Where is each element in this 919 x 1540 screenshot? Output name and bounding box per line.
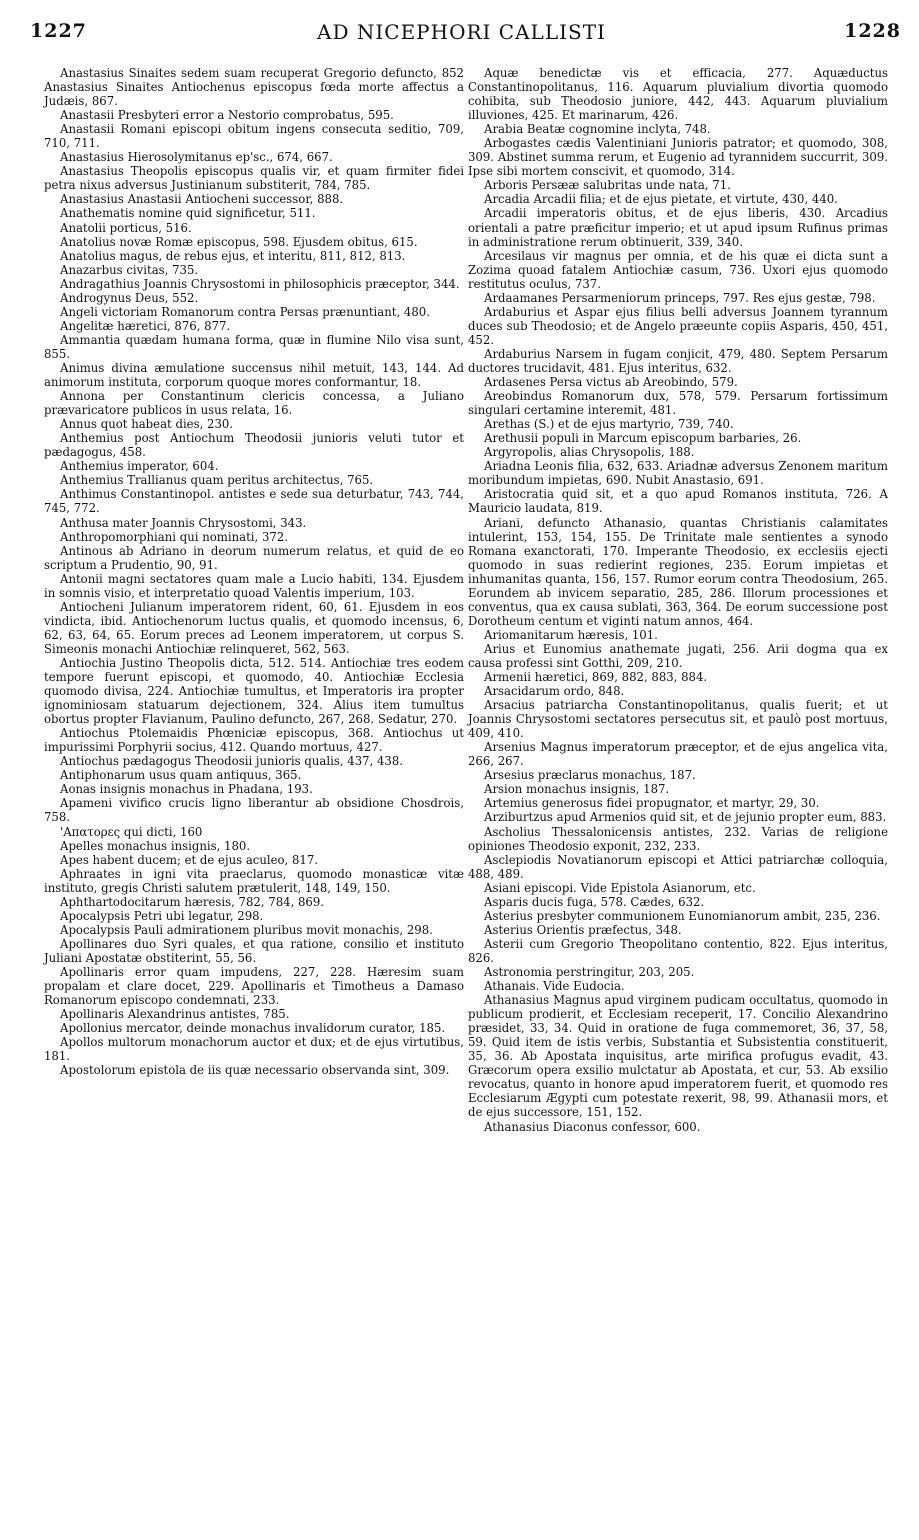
index-entry: Anatolii porticus, 516. [60,220,192,235]
index-entry: Asiani episcopi. Vide Epistola Asianorum, etc. [484,880,756,895]
index-entry: Asterius presbyter communionem Eunomianorum ambit, 235, 236. [484,908,881,923]
index-entry: Antinous ab Adriano in deorum numerum relatus, et quid de eo scriptum a Prudentio, 90, 91. [44,543,464,572]
index-entry: Asterii cum Gregorio Theopolitano contentio, 822. Ejus interitus, 826. [468,936,888,965]
index-entry: Angeli victoriam Romanorum contra Persas prænuntiant, 480. [60,304,430,319]
index-entry: Athanasius Diaconus confessor, 600. [484,1119,701,1134]
index-entry: Ardaamanes Persarmeniorum princeps, 797. Res ejus gestæ, 798. [484,290,876,305]
index-entry: Arethas (S.) et de ejus martyrio, 739, 740. [484,417,734,432]
index-entry: Antiocheni Julianum imperatorem rident, 60, 61. Ejusdem in eos vindicta, ibid. Antiochenorum luctus qualis, et quomodo incensus, 6, 62, 63, 64, 65. Eorum preces ad Leonem imperatorem, ut corpus S. Simeonis monachi Antiochiæ relinqueret, 562, 563. [44,599,464,656]
index-entry: Anatolius novæ Romæ episcopus, 598. Ejusdem obitus, 615. [60,234,418,249]
index-entry: Ardaburius Narsem in fugam conjicit, 479, 480. Septem Persarum ductores trucidavit, 481. Ejus interitus, 632. [468,346,888,375]
index-entry: Argyropolis, alias Chrysopolis, 188. [484,445,695,460]
index-entry: Apameni vivifico crucis ligno liberantur ab obsidione Chosdrois, 758. [44,796,464,825]
page-header [18,20,905,50]
index-entry: Apes habent ducem; et de ejus aculeo, 817. [60,852,318,867]
index-entry: Ardaburius et Aspar ejus filius belli adversus Joannem tyrannum duces sub Theodosio; et de Angelo præeunte copiis Asparis, 450, 451, 452. [468,304,888,347]
index-entry: Arbogastes cædis Valentiniani Junioris patrator; et quomodo, 308, 309. Abstinet summa rerum, et Eugenio ad tyrannidem succurrit, 309. Ipse sibi mortem conscivit, et quomodo, 314. [468,136,888,179]
index-entry: Aristocratia quid sit, et a quo apud Romanos instituta, 726. A Mauricio laudata, 819. [468,487,888,516]
index-entry: Andragathius Joannis Chrysostomi in philosophicis præceptor, 344. [60,276,460,291]
index-entry: Arboris Persææ salubritas unde nata, 71. [484,178,731,193]
index-entry: Aquæ benedictæ vis et efficacia, 277. Aquæductus Constantinopolitanus, 116. Aquarum pluvialium divortia quomodo cohibita, sub Theodosio juniore, 442, 443. Aquarum pluvialium illuviones, 425. Et marinarum, 426. [468,66,888,123]
right-column [468,66,888,1134]
index-entry: Androgynus Deus, 552. [60,290,199,305]
index-entry: Ascholius Thessalonicensis antistes, 232. Varias de religione opiniones Theodosio exponit, 232, 233. [468,824,888,853]
index-entry: Apostolorum epistola de iis quæ necessario observanda sint, 309. [60,1063,450,1078]
index-entry: Asterius Orientis præfectus, 348. [484,922,682,937]
index-entry: Arabia Beatæ cognomine inclyta, 748. [484,122,711,137]
index-entry: Apelles monachus insignis, 180. [60,838,251,853]
index-entry: Apocalypsis Pauli admirationem pluribus movit monachis, 298. [60,922,433,937]
index-entry: Antonii magni sectatores quam male a Lucio habiti, 134. Ejusdem in somnis visio, et interpretatio quoad Valentis imperium, 103. [44,571,464,600]
index-entry: Arsesius præclarus monachus, 187. [484,768,696,783]
index-entry: Aonas insignis monachus in Phadana, 193. [60,782,313,797]
index-entry: Anthusa mater Joannis Chrysostomi, 343. [60,515,307,530]
index-entry: Asclepiodis Novatianorum episcopi et Attici patriarchæ colloquia, 488, 489. [468,852,888,881]
index-entry: Arethusii populi in Marcum episcopum barbaries, 26. [484,431,802,446]
left-column [44,66,464,1077]
index-entry: Apollos multorum monachorum auctor et dux; et de ejus virtutibus, 181. [44,1035,464,1064]
index-entry: Arziburtzus apud Armenios quid sit, et de jejunio propter eum, 883. [484,810,887,825]
index-entry: Aphraates in igni vita praeclarus, quomodo monasticæ vitæ instituto, gregis Christi salutem prætulerit, 148, 149, 150. [44,866,464,895]
index-entry: Areobindus Romanorum dux, 578, 579. Persarum fortissimum singulari certamine interemit, 481. [468,389,888,418]
index-entry: Astronomia perstringitur, 203, 205. [484,965,695,979]
index-entry: Arsacius patriarcha Constantinopolitanus, qualis fuerit; et ut Joannis Chrysostomi sectatores persecutus sit, et paulò post mortuus, 409, 410. [468,698,888,741]
index-entry: Anastasius Anastasii Antiocheni successor, 888. [60,192,344,207]
index-entry: Apollinaris error quam impudens, 227, 228. Hæresim suam propalam et clare docet, 229. Apollinaris et Timotheus a Damaso Romanorum episcopo condemnati, 233. [44,965,464,1008]
index-entry: Angelitæ hæretici, 876, 877. [60,318,231,333]
index-entry: Arcesilaus vir magnus per omnia, et de his quæ ei dicta sunt a Zozima quoad fatalem Antiochiæ casum, 736. Uxori ejus quomodo restitutus oculus, 737. [468,248,888,291]
index-entry: Antiochus Ptolemaidis Phœniciæ episcopus, 368. Antiochus ut impurissimi Porphyrii socius, 412. Quando mortuus, 427. [44,726,464,755]
index-entry: Anthropomorphiani qui nominati, 372. [60,529,288,544]
index-entry: Anastasius Sinaites sedem suam recuperat Gregorio defuncto, 852 Anastasius Sinaites Antiochenus episcopus fœda morte affectus a Judæis, 867. [44,66,464,109]
running-title: AD NICEPHORI CALLISTI [317,20,606,44]
index-entry: Anastasii Romani episcopi obitum ingens consecuta seditio, 709, 710, 711. [44,122,464,151]
index-entry: Apocalypsis Petri ubi legatur, 298. [60,908,264,923]
index-entry: Annona per Constantinum clericis concessa, a Juliano prævaricatore publicos in usus relata, 16. [44,389,464,418]
index-entry: Anathematis nomine quid significetur, 511. [60,206,316,221]
index-entry: Ariadna Leonis filia, 632, 633. Ariadnæ adversus Zenonem maritum moribundum impietas, 690. Nubit Anastasio, 691. [468,459,888,488]
index-entry: Arsacidarum ordo, 848. [484,684,625,699]
index-entry: Athanais. Vide Eudocia. [484,979,625,994]
index-entry: Arsenius Magnus imperatorum præceptor, et de ejus angelica vita, 266, 267. [468,740,888,769]
index-entry: Apollinaris Alexandrinus antistes, 785. [60,1007,290,1022]
index-entry: Ariani, defuncto Athanasio, quantas Christianis calamitates intulerint, 153, 154, 155. De Trinitate male sentientes a synodo Romana exanctorati, 170. Imperante Theodosio, ex ecclesiis ejecti quomodo in suas redierint regiones, 235. Eorum impietas et inhumanitas quanta, 156, 157. Rumor eorum contra Theodosium, 265. Eorundem ab invicem separatio, 285, 286. Illorum processiones et conventus, qua ex causa sublati, 363, 364. De eorum successione post Dorotheum centum et viginti natum annos, 464. [468,515,888,628]
index-entry: Antiochia Justino Theopolis dicta, 512. 514. Antiochiæ tres eodem tempore fuerunt episcopi, et quomodo, 40. Antiochiæ Ecclesia quomodo divisa, 224. Antiochiæ tumultus, et Imperatoris ira propter ignominiosam statuarum dejectionem, 324. Alius item tumultus obortus propter Flavianum, Paulino defuncto, 267, 268. Sedatur, 270. [44,655,464,727]
index-entry: 'Απατορες qui dicti, 160 [60,824,203,839]
index-entry: Ardasenes Persa victus ab Areobindo, 579. [484,375,738,390]
index-entry: Antiochus pædagogus Theodosii junioris qualis, 437, 438. [60,754,404,769]
index-entry: Ariomanitarum hæresis, 101. [484,627,658,642]
index-entry: Apollinares duo Syri quales, et qua ratione, consilio et instituto Juliani Apostatæ obstiterint, 55, 56. [44,936,464,965]
index-entry: Arcadii imperatoris obitus, et de ejus liberis, 430. Arcadius orientali a patre præficitur imperio; et ut apud ipsum Rufinus primas in administratione rerum obtinuerit, 339, 340. [468,206,888,249]
index-entry: Anastasii Presbyteri error a Nestorio comprobatus, 595. [60,108,394,123]
index-entry: Anthemius imperator, 604. [60,459,219,474]
index-entry: Animus divina æmulatione succensus nihil metuit, 143, 144. Ad animorum instituta, corporum quoque mores conformantur, 18. [44,360,464,390]
index-entry: Anthimus Constantinopol. antistes e sede sua deturbatur, 743, 744, 745, 772. [44,487,464,516]
index-entry: Anazarbus civitas, 735. [60,262,199,277]
index-entry: Apollonius mercator, deinde monachus invalidorum curator, 185. [60,1021,446,1036]
index-entry: Asparis ducis fuga, 578. Cædes, 632. [484,894,705,909]
index-entry: Armenii hæretici, 869, 882, 883, 884. [484,670,708,685]
index-entry: Arius et Eunomius anathemate jugati, 256. Arii dogma qua ex causa professi sint Gotthi, 209, 210. [468,641,888,670]
index-entry: Anastasius Hierosolymitanus ep'sc., 674, 667. [60,150,333,165]
page-number-right: 1228 [844,20,901,42]
index-entry: Antiphonarum usus quam antiquus, 365. [60,768,302,783]
index-entry: Anthemius Trallianus quam peritus architectus, 765. [60,473,374,488]
index-entry: Arcadia Arcadii filia; et de ejus pietate, et virtute, 430, 440. [484,192,838,207]
index-entry: Anthemius post Antiochum Theodosii junioris veluti tutor et pædagogus, 458. [44,431,464,460]
index-entry: Anastasius Theopolis episcopus qualis vir, et quam firmiter fidei petra nixus adversus Justinianum substiterit, 784, 785. [44,164,464,193]
index-entry: Arsion monachus insignis, 187. [484,782,670,797]
page-number-left: 1227 [30,20,87,42]
index-entry: Ammantia quædam humana forma, quæ in flumine Nilo visa sunt, 855. [44,332,464,361]
index-entry: Anatolius magus, de rebus ejus, et interitu, 811, 812, 813. [60,248,406,263]
index-entry: Aphthartodocitarum hæresis, 782, 784, 869. [60,894,325,909]
index-entry: Annus quot habeat dies, 230. [60,417,234,432]
index-entry: Athanasius Magnus apud virginem pudicam occultatus, quomodo in publicum prodierit, et Ecclesiam receperit, 17. Concilio Alexandrino præsidet, 33, 34. Quid in oratione de fuga commemoret, 36, 37, 58, 59. Quid item de istis verbis, Substantia et Subsistentia constituerit, 35, 36. Ab Apostata inquisitus, arte mirifica profugus evadit, 43. Græcorum opera exsilio mulctatur ab Apostata, et cur, 53. Ab exsilio revocatus, quanto in honore apud imperatorem fuerit, et quomodo res Ecclesiarum Ægypti cum potestate rexerit, 98, 99. Athanasii mors, et de ejus successore, 151, 152. [468,993,888,1120]
index-entry: Artemius generosus fidei propugnator, et martyr, 29, 30. [484,796,820,811]
